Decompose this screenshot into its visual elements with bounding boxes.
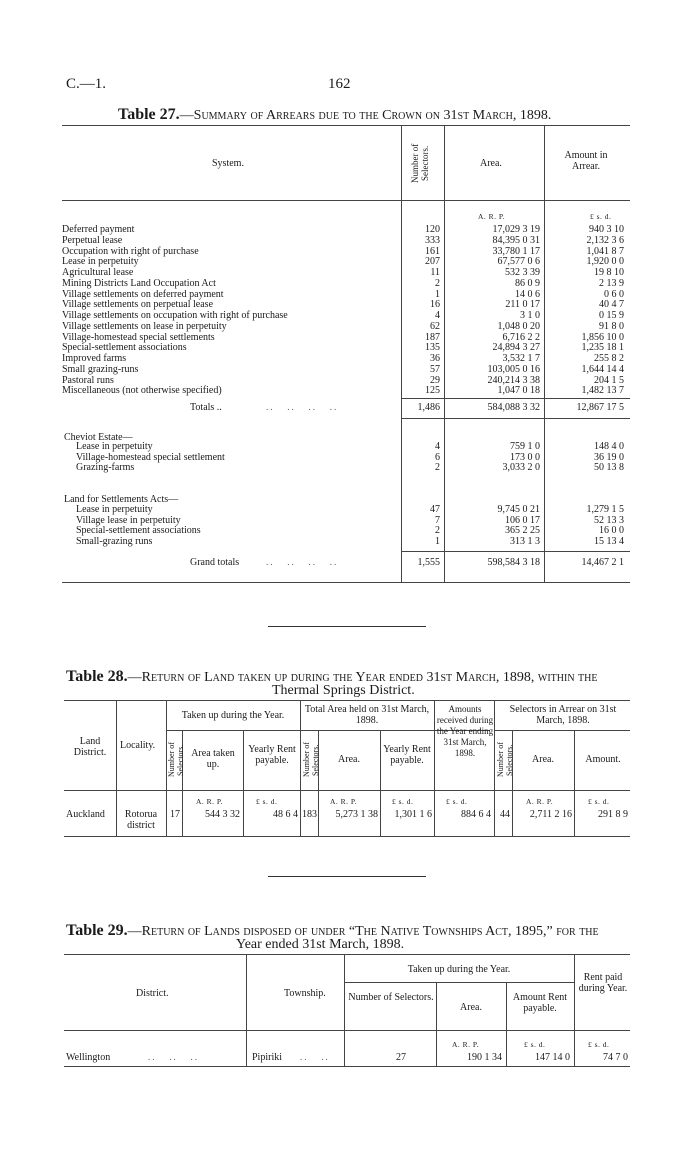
row-selectors: 4 [435, 310, 440, 321]
t28-h-district: Land District. [73, 736, 107, 758]
row-amount: 1,482 13 7 [581, 385, 624, 397]
row-name: Village settlements on deferred payment [62, 288, 224, 300]
t28-h-received: Amounts received during the Year ending 31st March, 1898. [436, 704, 494, 758]
row-selectors: 2 [435, 277, 440, 289]
row-selectors: 11 [430, 267, 440, 278]
row-area: 1,048 0 20 [497, 320, 540, 332]
row-area: 173 0 0 [510, 451, 540, 463]
page-ref: C.—1. [66, 76, 107, 92]
t28-u-rent1: £ s. d. [256, 797, 278, 806]
row-amount: 15 13 4 [594, 535, 624, 547]
t28-h-taken: Taken up during the Year. [181, 710, 285, 721]
t28-u-area3: A. R. P. [526, 797, 554, 806]
row-name: Village settlements on perpetual lease [62, 299, 214, 311]
t28-district: Auckland [66, 809, 105, 820]
row-selectors: 36 [430, 353, 440, 364]
t29-vr5 [574, 954, 575, 1066]
row-amount: 0 15 9 [599, 310, 624, 321]
row-area: 17,029 3 19 [492, 224, 540, 235]
table27-totals-rule-2 [401, 418, 630, 419]
row-amount: 940 3 10 [589, 224, 624, 235]
grand-totals-dots: .. .. .. .. [266, 557, 339, 567]
row-area: 3,532 1 7 [502, 353, 540, 364]
t28-h-locality: Locality. [120, 740, 156, 751]
t29-h-rent-paid: Rent paid during Year. [578, 972, 628, 994]
settlements-heading: Land for Settlements Acts— [64, 494, 179, 505]
row-area: 24,894 3 27 [492, 342, 540, 354]
t28-vr4 [243, 730, 244, 836]
table27-totals-amount: 12,867 17 5 [576, 402, 624, 413]
table27-bottom-rule [62, 582, 630, 583]
table27-title [118, 106, 551, 124]
row-area: 3 1 0 [520, 310, 540, 321]
t28-h-sel3: Number of Selectors. [496, 742, 514, 778]
t28-u-area1: A. R. P. [196, 797, 224, 806]
table27-totals-area: 584,088 3 32 [487, 402, 540, 413]
row-amount: 91 8 0 [599, 320, 624, 332]
t28-area2: 5,273 1 38 [335, 809, 378, 820]
row-name: Pastoral runs [62, 374, 114, 386]
t28-vr7 [380, 730, 381, 836]
table28-title-line1: —Return of Land taken up during the Year ended 31st March, 1898, within the [127, 670, 598, 685]
t29-h-amount: Amount Rent payable. [512, 992, 568, 1014]
row-amount: 148 4 0 [594, 441, 624, 452]
row-area: 14 0 6 [515, 288, 540, 300]
row-name: Small grazing-runs [62, 363, 139, 375]
row-name: Improved farms [62, 353, 127, 364]
row-area: 759 1 0 [510, 441, 540, 452]
row-area: 365 2 25 [505, 525, 540, 536]
t29-vr1 [246, 954, 247, 1066]
table27-title-text: —Summary of Arrears due to the Crown on 31st March, 1898. [179, 108, 552, 123]
row-selectors: 161 [425, 245, 440, 257]
row-area: 33,780 1 17 [492, 245, 540, 257]
t28-amount3: 291 8 9 [598, 809, 628, 820]
t29-u-rent: £ s. d. [588, 1040, 610, 1049]
t28-h-area2: Area. [338, 754, 360, 765]
table29-header-rule [64, 1030, 630, 1031]
table28-top-rule [64, 700, 630, 701]
row-name: Grazing-farms [76, 462, 135, 473]
page-number: 162 [328, 76, 351, 92]
row-amount: 1,235 18 1 [581, 342, 624, 354]
row-amount: 1,041 8 7 [586, 245, 624, 257]
t28-h-sel1: Number of Selectors. [167, 742, 185, 778]
row-amount: 1,644 14 4 [581, 363, 624, 375]
row-amount: 255 8 2 [594, 353, 624, 364]
row-name: Village-homestead special settlements [62, 331, 215, 343]
row-amount: 2 13 9 [599, 277, 624, 289]
t28-u-recv: £ s. d. [446, 797, 468, 806]
row-name: Perpetual lease [62, 234, 123, 246]
row-selectors: 29 [430, 374, 440, 386]
table27-number: Table 27. [118, 106, 180, 123]
table27-totals-selectors: 1,486 [417, 402, 440, 413]
table27-header-amount: Amount in Arrear. [564, 150, 608, 172]
table27-totals-dots: .. .. .. .. [266, 402, 339, 412]
t29-area: 190 1 34 [467, 1052, 502, 1063]
row-amount: 0 6 0 [604, 288, 624, 300]
t29-vr3 [436, 982, 437, 1066]
row-selectors: 4 [435, 441, 440, 452]
table29-title-line1: —Return of Lands disposed of under “The Native Townships Act, 1895,” for the [127, 924, 599, 939]
t28-u-amt3: £ s. d. [588, 797, 610, 806]
t29-h-taken: Taken up during the Year. [407, 964, 511, 975]
grand-totals-selectors: 1,555 [417, 557, 440, 568]
t28-sel1: 17 [170, 809, 180, 820]
table28-title-line2: Thermal Springs District. [272, 683, 415, 698]
table27-unit-area: A. R. P. [478, 212, 506, 221]
table29-number: Table 29. [66, 922, 128, 939]
t28-h-rent1: Yearly Rent payable. [248, 744, 296, 766]
table27-totals-label: Totals .. [190, 402, 222, 413]
t28-rent2: 1,301 1 6 [394, 809, 432, 820]
row-amount: 36 19 0 [594, 451, 624, 463]
row-name: Occupation with right of purchase [62, 245, 199, 257]
row-selectors: 2 [435, 525, 440, 536]
row-area: 313 1 3 [510, 535, 540, 547]
row-area: 6,716 2 2 [502, 331, 540, 343]
t29-vr4 [506, 982, 507, 1066]
row-area: 103,005 0 16 [487, 363, 540, 375]
t29-vr2 [344, 954, 345, 1066]
grand-totals-area: 598,584 3 18 [487, 557, 540, 568]
t28-u-rent2: £ s. d. [392, 797, 414, 806]
row-selectors: 57 [430, 363, 440, 375]
row-area: 1,047 0 18 [497, 385, 540, 397]
row-name: Lease in perpetuity [76, 504, 153, 515]
row-selectors: 6 [435, 451, 440, 463]
row-selectors: 120 [425, 224, 440, 235]
row-amount: 19 8 10 [594, 267, 624, 278]
row-name: Village settlements on lease in perpetuity [62, 320, 227, 332]
t29-district: Wellington [66, 1052, 111, 1063]
t28-area3: 2,711 2 16 [529, 809, 572, 820]
row-selectors: 333 [425, 234, 440, 246]
row-selectors: 47 [430, 504, 440, 515]
row-area: 9,745 0 21 [497, 504, 540, 515]
row-selectors: 7 [435, 514, 440, 526]
grand-totals-amount: 14,467 2 1 [581, 557, 624, 568]
table27-header-area: Area. [480, 158, 502, 169]
t29-rent-paid: 74 7 0 [603, 1052, 628, 1063]
t28-sel3: 44 [500, 809, 510, 820]
row-name: Lease in perpetuity [62, 256, 139, 268]
t29-sel: 27 [396, 1052, 406, 1063]
t29-h-area: Area. [460, 1002, 482, 1013]
row-name: Miscellaneous (not otherwise specified) [62, 385, 222, 397]
row-name: Village lease in perpetuity [76, 514, 181, 526]
cheviot-heading: Cheviot Estate— [64, 432, 133, 443]
row-selectors: 1 [435, 535, 440, 547]
table29-title-line2: Year ended 31st March, 1898. [236, 937, 405, 952]
t28-h-amount3: Amount. [585, 754, 621, 765]
row-name: Deferred payment [62, 224, 135, 235]
grand-totals-label: Grand totals [190, 557, 240, 568]
row-amount: 1,920 0 0 [586, 256, 624, 268]
row-amount: 1,279 1 5 [586, 504, 624, 515]
table29-top-rule [64, 954, 630, 955]
row-area: 86 0 9 [515, 277, 540, 289]
row-amount: 50 13 8 [594, 462, 624, 473]
t29-district-dots: .. .. .. [148, 1052, 199, 1062]
row-selectors: 62 [430, 320, 440, 332]
t28-rent1: 48 6 4 [273, 809, 298, 820]
grand-totals-rule [401, 551, 630, 552]
row-selectors: 2 [435, 462, 440, 473]
row-selectors: 1 [435, 288, 440, 300]
table29-sub-rule [344, 982, 574, 983]
row-selectors: 187 [425, 331, 440, 343]
row-amount: 40 4 7 [599, 299, 624, 311]
table29-bottom-rule [64, 1066, 630, 1067]
t29-h-township: Township. [284, 988, 326, 999]
row-amount: 16 0 0 [599, 525, 624, 536]
row-area: 106 0 17 [505, 514, 540, 526]
table27-col-rule-3 [544, 125, 545, 583]
t28-vr11 [574, 730, 575, 836]
table28-number: Table 28. [66, 668, 128, 685]
table28-bottom-rule [64, 836, 630, 837]
table28-header-rule [64, 790, 630, 791]
t28-h-rent2: Yearly Rent payable. [383, 744, 431, 766]
row-selectors: 125 [425, 385, 440, 397]
row-selectors: 207 [425, 256, 440, 268]
table27-header-system: System. [212, 158, 244, 169]
row-amount: 52 13 3 [594, 514, 624, 526]
t29-u-amount: £ s. d. [524, 1040, 546, 1049]
row-amount: 2,132 3 6 [586, 234, 624, 246]
table27-unit-amount: £ s. d. [590, 212, 612, 221]
t29-township-dots: .. .. [300, 1052, 330, 1062]
row-amount: 1,856 10 0 [581, 331, 624, 343]
row-name: Village-homestead special settlement [76, 451, 225, 463]
table27-totals-rule [401, 398, 630, 399]
row-name: Small-grazing runs [76, 535, 153, 547]
row-name: Lease in perpetuity [76, 441, 153, 452]
section-divider-1 [268, 626, 426, 627]
row-amount: 204 1 5 [594, 374, 624, 386]
row-area: 67,577 0 6 [497, 256, 540, 268]
t28-u-area2: A. R. P. [330, 797, 358, 806]
t28-sel2: 183 [302, 809, 317, 820]
t29-h-district: District. [136, 988, 169, 999]
row-selectors: 135 [425, 342, 440, 354]
row-name: Agricultural lease [62, 267, 134, 278]
t28-received: 884 6 4 [461, 809, 491, 820]
t29-amount: 147 14 0 [535, 1052, 570, 1063]
t29-u-area: A. R. P. [452, 1040, 480, 1049]
table28-sub-rule-b [494, 730, 630, 731]
t28-area1: 544 3 32 [205, 809, 240, 820]
t28-h-held: Total Area held on 31st March, 1898. [304, 704, 430, 726]
t29-township: Pipiriki [252, 1052, 283, 1063]
row-area: 84,395 0 31 [492, 234, 540, 246]
row-area: 532 3 39 [505, 267, 540, 278]
t28-locality: Rotorua district [124, 809, 158, 831]
t28-h-sel2: Number of Selectors. [302, 742, 320, 778]
t28-h-area-taken: Area taken up. [191, 748, 235, 770]
table27-col-rule-2 [444, 125, 445, 583]
row-name: Mining Districts Land Occupation Act [62, 277, 216, 289]
row-name: Special-settlement associations [76, 525, 201, 536]
row-name: Village settlements on occupation with right of purchase [62, 310, 288, 321]
table27-header-selectors: Number of Selectors. [410, 143, 430, 183]
section-divider-2 [268, 876, 426, 877]
row-area: 211 0 17 [505, 299, 540, 311]
t28-h-arrear: Selectors in Arrear on 31st March, 1898. [509, 704, 617, 726]
row-area: 3,033 2 0 [502, 462, 540, 473]
t28-h-area3: Area. [532, 754, 554, 765]
t28-vr1 [116, 700, 117, 836]
row-area: 240,214 3 38 [487, 374, 540, 386]
row-name: Special-settlement associations [62, 342, 187, 354]
t29-h-selectors: Number of Selectors. [348, 992, 434, 1003]
row-selectors: 16 [430, 299, 440, 311]
